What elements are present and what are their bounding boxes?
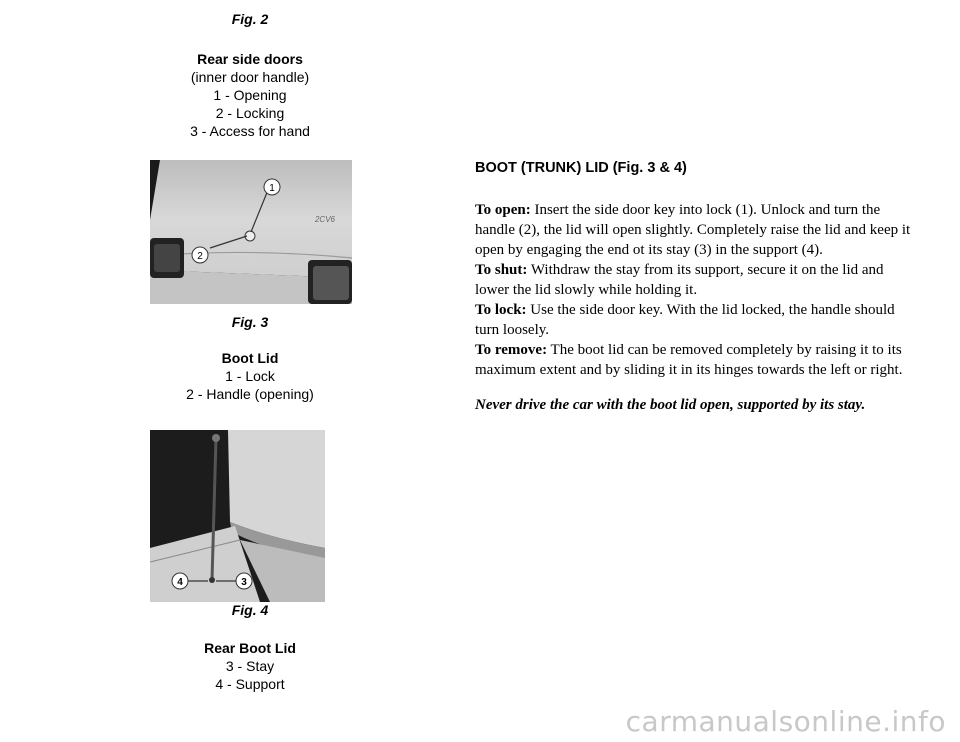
fig4-caption: [100, 601, 400, 693]
paragraph-shut: [475, 260, 915, 300]
paragraph-text: The boot lid can be removed completely by raising it to its maximum extent and by sliding it in its hinges towards the left or right.: [475, 342, 903, 378]
fig2-label: Fig. 2: [231, 11, 269, 27]
watermark: carmanualsonline.info: [625, 705, 946, 738]
fig2-line: 2 - Locking: [215, 105, 285, 121]
boot-lid-illustration: [150, 160, 352, 304]
fig2-line: (inner door handle): [190, 69, 310, 85]
paragraph-remove: [475, 340, 915, 380]
fig2-caption: [100, 10, 400, 140]
paragraph-open: [475, 200, 915, 260]
callout-4: 4: [177, 577, 183, 588]
boot-lid-section: [475, 158, 915, 415]
paragraph-text: Use the side door key. With the lid locked, the handle should turn loosely.: [475, 302, 895, 338]
fig2-line: 3 - Access for hand: [190, 123, 310, 139]
fig4-title: Rear Boot Lid: [204, 640, 296, 656]
callout-1: 1: [269, 183, 275, 194]
section-heading: BOOT (TRUNK) LID (Fig. 3 & 4): [475, 160, 687, 176]
fig3-label: Fig. 3: [231, 314, 269, 330]
paragraph-label: To shut:: [475, 262, 528, 278]
warning-note: Never drive the car with the boot lid open, supported by its stay.: [475, 397, 866, 413]
fig3-caption: [100, 313, 400, 403]
fig3-title: Boot Lid: [221, 350, 279, 366]
fig4-line: 4 - Support: [215, 676, 285, 692]
fig4-photo: [150, 430, 325, 602]
model-badge: 2CV6: [314, 215, 336, 224]
fig2-line: 1 - Opening: [213, 87, 287, 103]
paragraph-label: To lock:: [475, 302, 527, 318]
paragraph-text: Insert the side door key into lock (1). Unlock and turn the handle (2), the lid will open slightly. Completely raise the lid and keep it open by engaging the end ot its stay (3) in the support (4).: [475, 202, 911, 258]
paragraph-lock: [475, 300, 915, 340]
boot-stay-illustration: [150, 430, 325, 602]
fig4-line: 3 - Stay: [225, 658, 275, 674]
callout-3: 3: [241, 577, 247, 588]
fig3-photo: [150, 160, 352, 304]
fig2-title: Rear side doors: [197, 51, 303, 67]
paragraph-label: To remove:: [475, 342, 548, 358]
fig3-line: 2 - Handle (opening): [186, 386, 314, 402]
callout-2: 2: [197, 251, 203, 262]
fig3-line: 1 - Lock: [225, 368, 275, 384]
paragraph-label: To open:: [475, 202, 531, 218]
paragraph-text: Withdraw the stay from its support, secure it on the lid and lower the lid slowly while holding it.: [475, 262, 884, 298]
fig4-label: Fig. 4: [231, 602, 269, 618]
